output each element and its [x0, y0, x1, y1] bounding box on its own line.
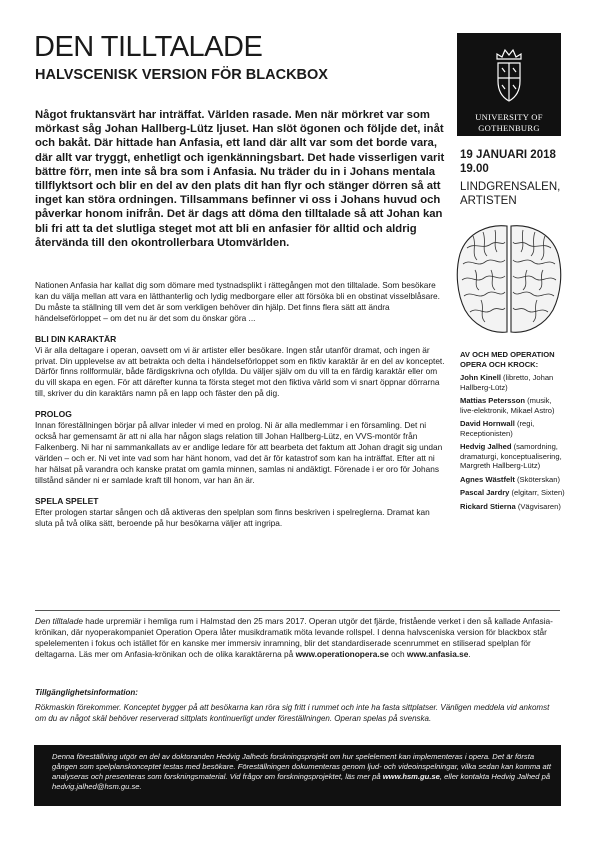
section-heading-karaktar: BLI DIN KARAKTÄR: [35, 333, 117, 344]
credits-heading: AV OCH MED OPERATION OPERA OCH KROCK:: [460, 350, 555, 369]
university-seal-icon: [494, 45, 524, 105]
credit-name: Agnes Wästfelt: [460, 474, 515, 484]
credit-role: (samordning, dramaturgi, konceptualisering, Margreth Hallberg-Lütz): [460, 442, 562, 470]
page-subtitle: HALVSCENISK VERSION FÖR BLACKBOX: [35, 67, 328, 83]
accessibility-heading: Tillgänglighetsinformation:: [35, 688, 138, 697]
footer-text-part: Denna föreställning utgör en del av doktoranden Hedvig Jalheds forskningsprojekt om hur spelelement kan implementeras i opera. Det är första gången som spelplanskonceptet testas med besökare. Föreställningen dokumenteras genom ljud- och videoinspelningar, vilka sedan kan komma att analyseras och presenteras som forskningsmaterial. Vid frågor om forskningsprojektet, läs mer på: [52, 752, 551, 781]
body-text: [35, 280, 445, 528]
accessibility-text: Rökmaskin förekommer. Konceptet bygger på att besökarna kan röra sig fritt i rummet och inte ha fasta sittplatser. Vänligen meddela vid ankomst om du av något skäl behöver reserverad sittplats kontinuerligt under föreställningen. Operan spelas på svenska.: [35, 703, 550, 723]
credit-role: (musik, live-elektronik, Mikael Astro): [460, 396, 555, 415]
event-time: 19.00: [460, 163, 489, 175]
section-heading-prolog: PROLOG: [35, 409, 72, 420]
brain-illustration: [453, 220, 565, 338]
production-note: [35, 616, 560, 660]
research-footer: [34, 745, 561, 806]
credit-name: David Hornwall: [460, 419, 515, 428]
credit-item: [460, 396, 565, 415]
credit-role: (libretto, Johan Hallberg-Lütz): [460, 373, 554, 392]
section-text-prolog: Innan föreställningen börjar på allvar inleder vi med en prolog. Ni är alla medlemmar i en församling. Det ni också har gemensamt är att ni alla har någon slags relation till Johan Hallberg-Lütz, en VVS-montör från Falkenberg. Ni har ni sammankallats av er andlige ledare för att bearbeta det faktum att Johan dragit sig undan världen – och er. Ni vet inte vad som har hänt honom, vad det är för katastrof som kan ha inträffat. Efter att ni har hälsat på varandra och kanske pratat om gamla minnen, samlas ni andäktigt. Förenade i er oro för Johans tillstånd sänder ni er samlade kraft till honom, var han än är.: [35, 420, 443, 485]
credit-item: [460, 502, 565, 512]
credit-role: (regi, Receptionisten): [460, 419, 535, 438]
credit-item: [460, 373, 565, 392]
hsm-link[interactable]: www.hsm.gu.se: [382, 772, 440, 781]
credit-name: Hedvig Jalhed: [460, 442, 512, 451]
event-date: 19 JANUARI 2018: [460, 149, 556, 161]
intro-paragraph: Nationen Anfasia har kallat dig som dömare med tystnadsplikt i rättegången mot den tilltalade. Som besökare kan du välja mellan att vara en lätthanterlig och lydig medborgare eller att försöka bli en obstinat visselblåsare. Du måste ta ställning till vem det är som verkligen behöver din hjälp. Det finns flera sätt att ändra händelseförloppet – om det nu är det som du önskar göra ...: [35, 280, 440, 323]
accessibility-info: [35, 688, 560, 724]
logo-text-line2: GOTHENBURG: [478, 123, 540, 133]
credit-role: (Vägvisaren): [515, 501, 561, 511]
logo-text-line1: UNIVERSITY OF: [475, 112, 543, 122]
venue-line1: LINDGRENSALEN,: [460, 181, 561, 193]
lead-paragraph: [35, 108, 445, 250]
production-note-text: [35, 616, 560, 660]
credit-item: [460, 475, 565, 485]
section-text-spela: Efter prologen startar sången och då aktiveras den spelplan som finns beskriven i spelreglerna. Dramat kan sluta på två olika sätt, beroende på hur besökarna väljer att ingripa.: [35, 506, 430, 528]
note-text-part: .: [468, 648, 471, 659]
section-heading-spela: SPELA SPELET: [35, 495, 99, 506]
credit-role: (Sköterskan): [514, 474, 561, 484]
credits-column: [460, 350, 565, 515]
credit-role: (elgitarr, Sixten): [509, 488, 565, 497]
work-title: Den tilltalade: [35, 616, 83, 626]
credit-name: John Kinell: [460, 373, 501, 382]
note-text-part: hade urpremiär i hemliga rum i Halmstad den 25 mars 2017. Operan utgör det fjärde, fristående verket i den så kallade Anfasia-krönikan, där nyoperakompaniet Operation Opera låter musikdramatik möta levande rollspel. I denna halvsceniska version för blackbox står spelelementen i fokus och istället för en kanske mer immersiv inramning, blir det standardiserade scenrummet en stiliserad spelplan för deltagarna. Läs mer om Anfasia-krönikan och de olika karaktärerna på: [35, 616, 553, 659]
anfasia-link[interactable]: www.anfasia.se: [406, 648, 469, 659]
divider: [35, 610, 560, 611]
credit-name: Rickard Stierna: [460, 501, 516, 511]
credit-item: [460, 442, 565, 471]
section-text-karaktar: Vi är alla deltagare i operan, oavsett om vi är artister eller besökare. Ingen står utanför dramat, och ingen är privat. Din upplevelse av att betrakta och delta i händelseförloppet som en fiktiv karaktär är en del av konceptet. Därför finns rollformulär, både färdigskrivna och ofyllda. Du väljer själv om du vill ta en färdig karaktär eller om du vill skapa en egen. För att därefter kunna ta första steget mot den fiktiva värld som vi snart öppnar dörrarna till, skriver du din karaktärs namn på en lapp och fäster den på dig.: [35, 344, 445, 399]
event-datetime: [460, 148, 556, 176]
footer-text-part: , eller kontakta Hedvig Jalhed på hedvig.jalhed@hsm.gu.se.: [52, 772, 551, 791]
operationopera-link[interactable]: www.operationopera.se: [295, 648, 389, 659]
lead-text: Något fruktansvärt har inträffat. Världen rasade. Men när mörkret var som mörkast såg Johan Hallberg-Lütz ljuset. Han slöt ögonen och följde det, inåt och bakåt. Där hittade han Anfasia, ett land där allt var som det borde vara, där allt var tryggt, enhetligt och igenkänningsbart. Det hade visserligen varit bättre förr, men inte så bra som i Anfasia. Nu träder du in i Johans mentala tillflyktsort och blir en del av den plats dit han flyr och stänger dörren så att inget kan störa ordningen. Tillsammans befinner vi oss i Johans huvud och påverkar honom inifrån. Det är dags att döma den tilltalade så att Johan kan bli fri att ta det slutliga steget mot att bli en anfasier för alltid och aldrig återvända till den okontrollerbara Utomvärlden.: [35, 109, 445, 249]
credit-item: [460, 488, 565, 498]
credit-name: Mattias Petersson: [460, 396, 525, 405]
page-title: DEN TILLTALADE: [34, 31, 263, 63]
university-logo: [457, 33, 561, 136]
event-venue: [460, 180, 560, 208]
venue-line2: ARTISTEN: [460, 195, 517, 207]
credit-item: [460, 419, 565, 438]
credit-name: Pascal Jardry: [460, 488, 510, 497]
note-text-part: och: [388, 648, 407, 659]
